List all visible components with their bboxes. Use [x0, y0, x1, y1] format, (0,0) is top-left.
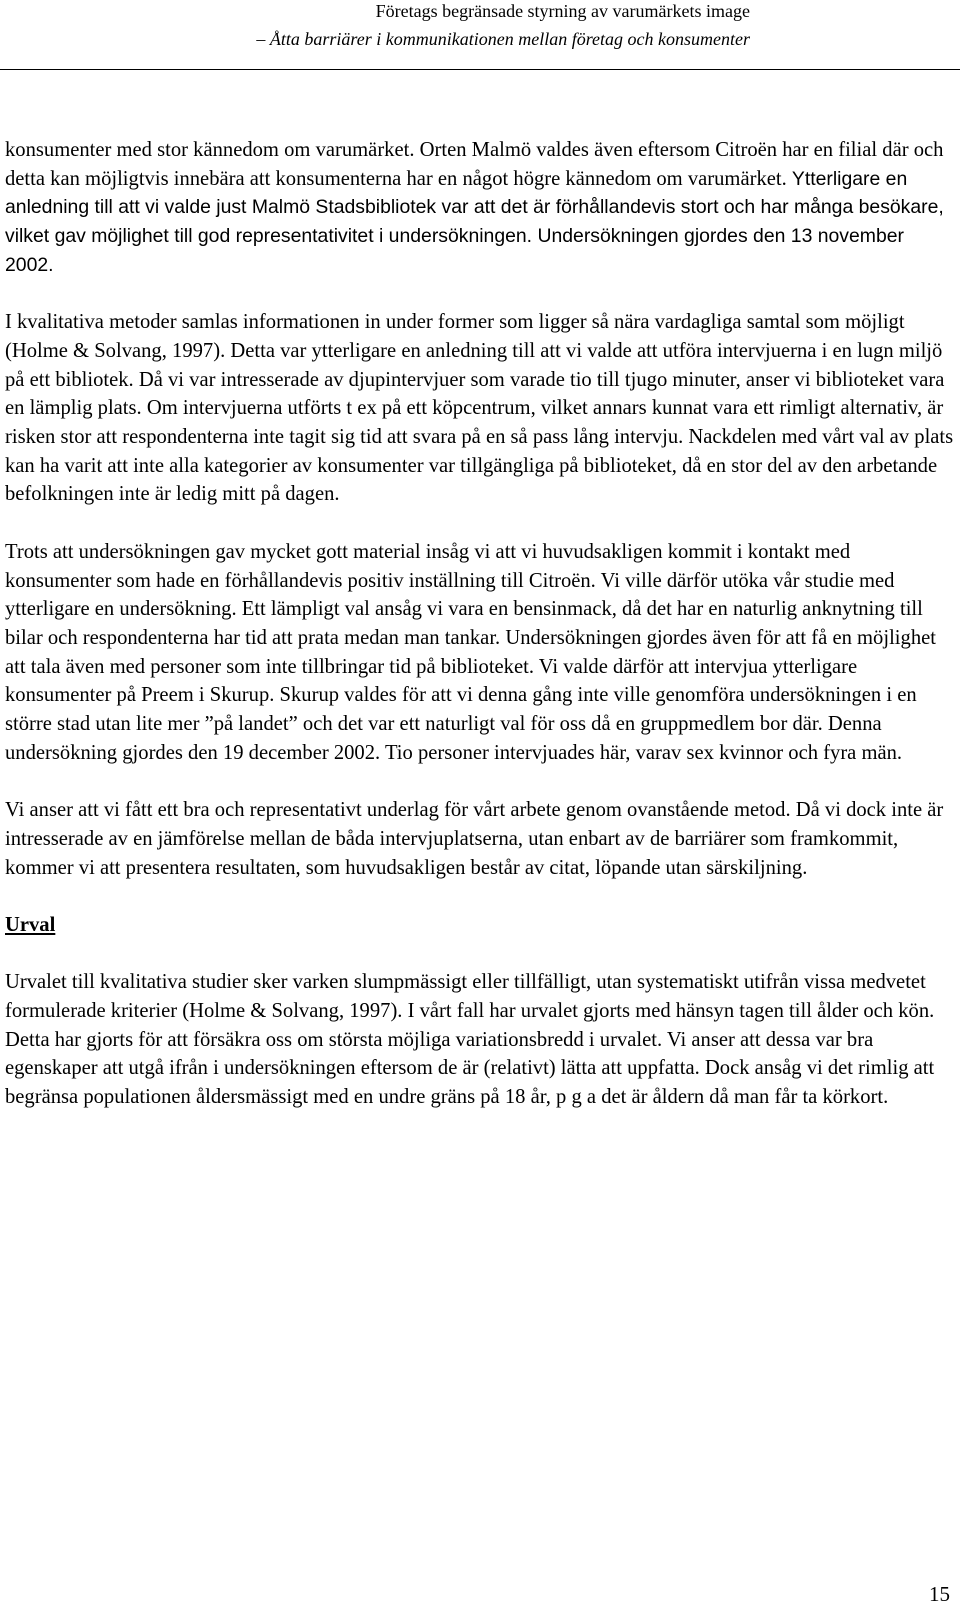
- header-title: Företags begränsade styrning av varumärkets image: [375, 1, 750, 21]
- paragraph-4: Vi anser att vi fått ett bra och representativt underlag för vårt arbete genom ovanstående metod. Då vi dock inte är intresserade av en jämförelse mellan de båda intervjuplatserna, utan enbart av de barriärer som framkommit, kommer vi att presentera resultaten, som huvudsakligen består av citat, löpande utan särskiljning.: [5, 799, 944, 879]
- header-subtitle: – Åtta barriärer i kommunikationen mellan företag och konsumenter: [256, 29, 750, 49]
- paragraph-1-part-a: konsumenter med stor kännedom om varumärket. Orten Malmö valdes även eftersom Citroën har en filial där och detta kan möjligtvis innebära att konsumenterna har en något högre kännedom om varumärket.: [5, 139, 944, 190]
- paragraph-1-part-b: Ytterligare en anledning till att vi valde just Malmö Stadsbibliotek var att det är förhållandevis stort och har många besökare, vilket gav möjlighet till god representativitet i undersökningen. Undersökningen gjordes den 13 november 2002.: [5, 167, 944, 276]
- page-number: 15: [929, 1582, 950, 1606]
- running-header: [0, 0, 960, 73]
- paragraph-2: I kvalitativa metoder samlas informationen in under former som ligger så nära vardagliga samtal som möjligt (Holme & Solvang, 1997). Detta var ytterligare en anledning till att vi valde att utföra intervjuerna i en lugn miljö på ett bibliotek. Då vi var intresserade av djupintervjuer som varade tio till tjugo minuter, anser vi biblioteket vara en lämplig plats. Om intervjuerna utförts t ex på ett köpcentrum, vilket annars kunnat vara ett rimligt alternativ, är risken stor att respondenterna inte tagit sig tid att svara på en så pass lång intervju. Nackdelen med vårt val av plats kan ha varit att inte alla kategorier av konsumenter var tillgängliga på biblioteket, då en stor del av den arbetande befolkningen inte är ledig mitt på dagen.: [5, 311, 954, 506]
- section-title-urval: Urval: [5, 913, 56, 936]
- paragraph-5: Urvalet till kvalitativa studier sker varken slumpmässigt eller tillfälligt, utan systematiskt utifrån vissa medvetet formulerade kriterier (Holme & Solvang, 1997). I vårt fall har urvalet gjorts med hänsyn tagen till ålder och kön. Detta har gjorts för att försäkra oss om största möjliga variationsbredd i urvalet. Vi anser att dessa var bra egenskaper att utgå ifrån i undersökningen eftersom de är (relativt) lätta att uppfatta. Dock ansåg vi det rimlig att begränsa populationen åldersmässigt med en undre gräns på 18 år, p g a det är åldern då man får ta körkort.: [5, 971, 935, 1109]
- document-body: [5, 136, 955, 1112]
- paragraph-3: Trots att undersökningen gav mycket gott material insåg vi att vi huvudsakligen kommit i kontakt med konsumenter som hade en förhållandevis positiv inställning till Citroën. Vi ville därför utöka vår studie med ytterligare en undersökning. Ett lämpligt val ansåg vi vara en bensinmack, då det har en naturlig anknytning till bilar och respondenterna har tid att prata medan man tankar. Undersökningen gjordes även för att få en möjlighet att tala även med personer som inte tillbringar tid på biblioteket. Vi valde därför att intervjua ytterligare konsumenter på Preem i Skurup. Skurup valdes för att vi denna gång inte ville genomföra undersökningen i en större stad utan lite mer ”på landet” och det var ett naturligt val för oss då en gruppmedlem bor där. Denna undersökning gjordes den 19 december 2002. Tio personer intervjuades här, varav sex kvinnor och fyra män.: [5, 540, 936, 764]
- header-divider: [0, 69, 960, 70]
- paragraph-1: [5, 136, 955, 280]
